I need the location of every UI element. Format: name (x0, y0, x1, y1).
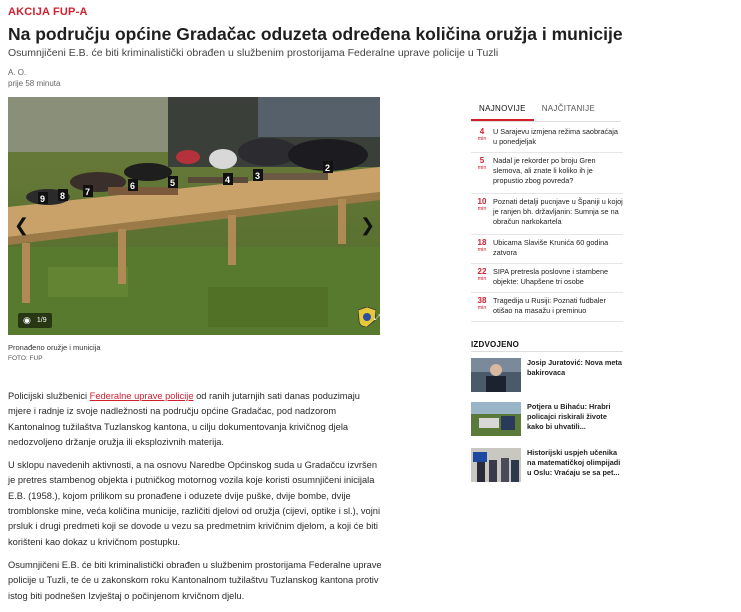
news-minutes-unit: min (477, 165, 487, 171)
tab-latest[interactable]: NAJNOVIJE (471, 101, 534, 121)
evidence-marker: 8 (60, 191, 66, 201)
news-minutes-unit: min (477, 276, 487, 282)
featured-item[interactable] (471, 402, 623, 438)
news-headline[interactable]: Ubicama Slaviše Krunića 60 godina zatvora (493, 238, 609, 257)
featured-headline[interactable]: Historijski uspjeh učenika na matematičkoj olimpijadi u Oslu: Vraćaju se sa pet... (527, 448, 621, 477)
evidence-marker: 2 (325, 163, 331, 173)
featured-divider (471, 351, 623, 352)
paragraph-text: od ranih jutarnjih sati danas poduzimaju mjere i radnje iz svoje nadležnosti na području općine Gradačac, pod nadzorom Kantonalnog tužilaštva Tuzlanskog kantona, u cilju dokumentovanja krivičnog djela nedozvoljeno držanje oružja ili eksplozivnih materija. (8, 391, 360, 447)
news-minutes-unit: min (477, 136, 487, 142)
evidence-marker: 4 (225, 175, 231, 185)
gallery-caption: Pronađeno oružje i municija (8, 343, 101, 352)
latest-news-list (471, 124, 623, 322)
gallery-counter (18, 313, 52, 328)
evidence-marker: 7 (85, 187, 91, 197)
paragraph-text: Policijski službenici (8, 391, 90, 401)
article-paragraph: U sklopu navedenih aktivnosti, a na osnovu Naredbe Općinskog suda u Gradačcu izvršen je pretres stambenog objekta i putničkog motornog vozila koje koristi osumnjičeni inicijala E.B. (1958.), kojom prilikom su pronađene i oduzete dvije puške, dvije bombe, dvije tromblonske mine, veća količina municije, različiti djelovi od oružja (cijevi, optike i sl.), vojni prsluk i drugi predmeti koji se dovode u vezu sa predmetnim krivičnim djelom, a koji će biti korišteni kao dokaz u krivičnom postupku. (8, 460, 381, 547)
featured-headline[interactable]: Potjera u Bihaću: Hrabri policajci riskirali živote kako bi uhvatili... (527, 402, 611, 431)
news-minutes: 22 (477, 267, 487, 276)
news-headline[interactable]: U Sarajevu izmjena režima saobraćaja u ponedjeljak (493, 127, 618, 146)
fup-link[interactable]: Federalne uprave policije (89, 391, 194, 401)
news-minutes: 18 (477, 238, 487, 247)
fullscreen-icon[interactable]: ⤢ (374, 313, 380, 322)
featured-thumbnail[interactable] (471, 358, 521, 392)
article-author: A. O. (8, 68, 27, 77)
article-time: prije 58 minuta (8, 79, 61, 88)
featured-item[interactable] (471, 358, 623, 394)
featured-thumbnail[interactable] (471, 402, 521, 436)
news-minutes-unit: min (477, 305, 487, 311)
evidence-marker: 3 (255, 171, 261, 181)
evidence-marker: 6 (130, 181, 136, 191)
gallery-counter-text: 1/9 (36, 317, 47, 324)
list-item[interactable] (471, 153, 623, 194)
list-item[interactable] (471, 124, 623, 153)
article-paragraph (8, 389, 382, 450)
gallery-prev-arrow-icon[interactable]: ❮ (14, 215, 30, 235)
news-minutes: 4 (479, 127, 485, 136)
sidebar-tabs (471, 101, 621, 121)
news-minutes-unit: min (477, 206, 487, 212)
news-headline[interactable]: Nadal je rekorder po broju Gren slemova, ali znate li koliko ih je propustio zbog povreda? (493, 156, 596, 185)
gallery-image[interactable] (8, 97, 380, 335)
featured-heading: IZDVOJENO (471, 340, 520, 349)
gallery-next-arrow-icon[interactable]: ❯ (360, 215, 376, 235)
list-item[interactable] (471, 194, 623, 235)
news-minutes: 38 (477, 296, 487, 305)
list-item[interactable] (471, 235, 623, 264)
featured-thumbnail[interactable] (471, 448, 521, 482)
news-minutes: 10 (477, 197, 487, 206)
camera-icon: ◉ (23, 315, 31, 325)
news-minutes-unit: min (477, 247, 487, 253)
featured-item[interactable] (471, 448, 623, 484)
article-subtitle: Osumnjičeni E.B. će biti kriminalistički obrađen u službenim prostorijama Federalne uprave policije u Tuzli (8, 47, 499, 59)
featured-headline[interactable]: Josip Juratović: Nova meta bakirovaca (527, 358, 622, 377)
article-kicker[interactable]: AKCIJA FUP-A (8, 6, 88, 18)
article-body (8, 389, 382, 612)
news-headline[interactable]: SIPA pretresla poslovne i stambene objekte: Uhapšene tri osobe (493, 267, 609, 286)
photo-credit: FOTO: FUP (8, 355, 43, 362)
news-minutes: 5 (479, 156, 485, 165)
tab-popular[interactable]: NAJČITANIJE (541, 104, 596, 113)
gallery-photo-illustration (8, 97, 380, 335)
list-item[interactable] (471, 264, 623, 293)
news-headline[interactable]: Poznati detalji pucnjave u Španiji u kojoj je ranjen bh. državljanin: Sumnja se na obračun narkokartela (493, 197, 623, 226)
article-paragraph: Osumnjičeni E.B. će biti kriminalistički obrađen u službenim prostorijama Federalne uprave policije u Tuzli, te će u zakonskom roku Kantonalnom tužilaštvu Tuzlanskog kantona protiv istog biti podnešen Izvještaj o počinjenom krvičnom djelu. (8, 559, 382, 601)
article-title: Na području općine Gradačac oduzeta određena količina oružja i municije (8, 24, 623, 44)
tab-divider (471, 121, 621, 122)
evidence-marker: 9 (40, 194, 46, 204)
evidence-marker: 5 (170, 178, 176, 188)
news-headline[interactable]: Tragedija u Rusiji: Poznati fudbaler otišao na masažu i preminuo (493, 296, 606, 315)
list-item[interactable] (471, 293, 623, 322)
